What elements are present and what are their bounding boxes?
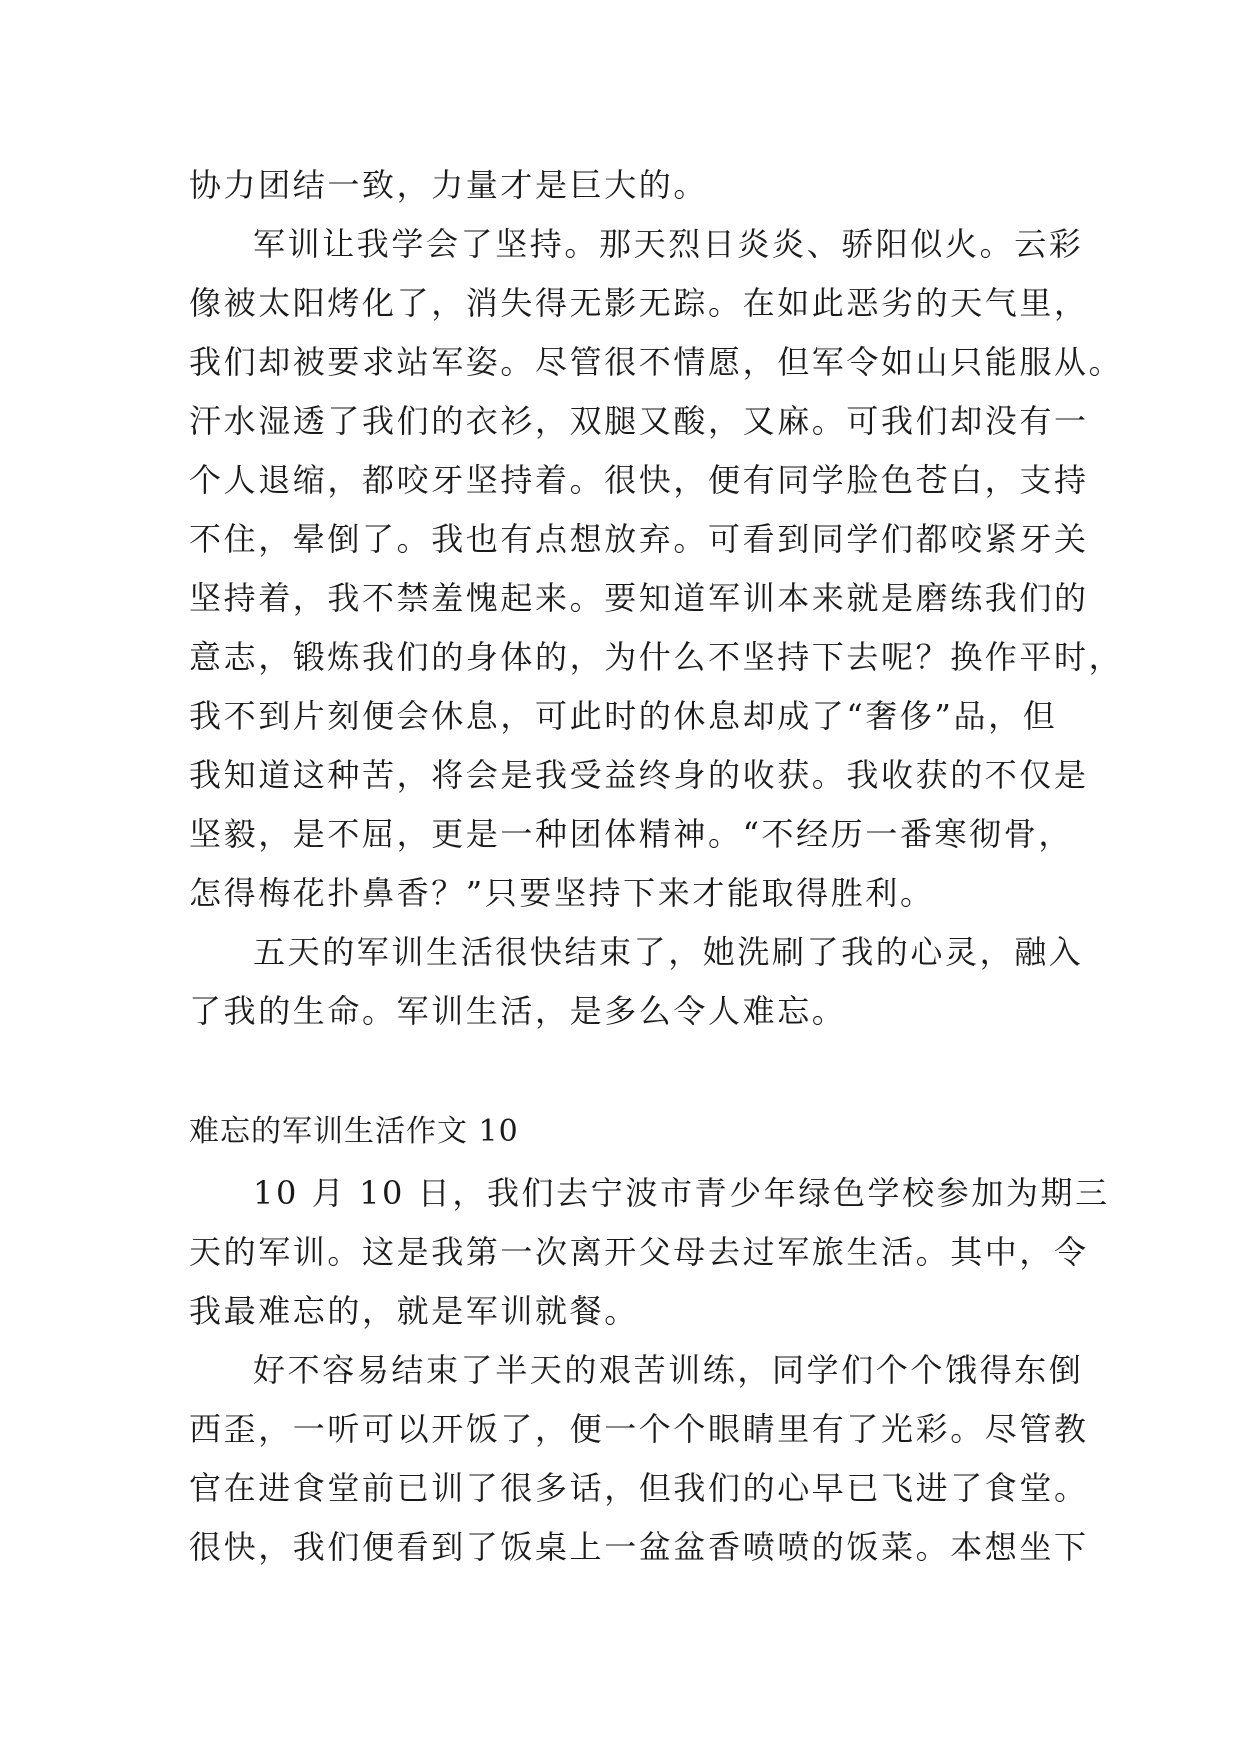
text-line: 好不容易结束了半天的艰苦训练，同学们个个饿得东倒 (253, 1351, 1084, 1389)
text-line: 了我的生命。军训生活，是多么令人难忘。 (189, 992, 847, 1030)
text-line: 协力团结一致，力量才是巨大的。 (189, 166, 709, 204)
paragraph-persistence (189, 215, 1124, 923)
text-line: 像被太阳烤化了，消失得无影无踪。在如此恶劣的天气里， (189, 284, 1089, 322)
section-spacer (189, 1041, 1089, 1100)
text-line: 我知道这种苦，将会是我受益终身的收获。我收获的不仅是 (189, 756, 1089, 794)
text-line: 不住，晕倒了。我也有点想放弃。可看到同学们都咬紧牙关 (189, 520, 1089, 558)
text-line: 个人退缩，都咬牙坚持着。很快，便有同学脸色苍白，支持 (189, 461, 1089, 499)
text-line: 我不到片刻便会休息，可此时的休息却成了“奢侈”品，但 (189, 697, 1058, 735)
text-line: 我最难忘的，就是军训就餐。 (189, 1292, 639, 1330)
document-body (189, 156, 1124, 1577)
paragraph-conclusion (189, 923, 1089, 1041)
text-line: 五天的军训生活很快结束了，她洗刷了我的心灵，融入 (253, 933, 1084, 971)
paragraph-intro (189, 1164, 1110, 1341)
text-line: 怎得梅花扑鼻香？”只要坚持下来才能取得胜利。 (189, 874, 935, 912)
text-line: 天的军训。这是我第一次离开父母去过军旅生活。其中，令 (189, 1233, 1089, 1271)
text-line: 坚毅，是不屈，更是一种团体精神。“不经历一番寒彻骨， (189, 815, 1073, 853)
text-line: 汗水湿透了我们的衣衫，双腿又酸，又麻。可我们却没有一 (189, 402, 1089, 440)
text-line: 坚持着，我不禁羞愧起来。要知道军训本来就是磨练我们的 (189, 579, 1089, 617)
paragraph-continuation (189, 156, 1089, 215)
text-line: 官在进食堂前已训了很多话，但我们的心早已飞进了食堂。 (189, 1469, 1089, 1507)
text-line: 我们却被要求站军姿。尽管很不情愿，但军令如山只能服从。 (189, 343, 1124, 381)
text-line: 西歪，一听可以开饭了，便一个个眼睛里有了光彩。尽管教 (189, 1410, 1089, 1448)
essay-title: 难忘的军训生活作文 10 (189, 1114, 519, 1149)
text-line: 10 月 10 日，我们去宁波市青少年绿色学校参加为期三 (253, 1174, 1110, 1212)
paragraph-meal (189, 1341, 1089, 1577)
text-line: 意志，锻炼我们的身体的，为什么不坚持下去呢？换作平时， (189, 638, 1124, 676)
text-line: 很快，我们便看到了饭桌上一盆盆香喷喷的饭菜。本想坐下 (189, 1528, 1089, 1566)
text-line: 军训让我学会了坚持。那天烈日炎炎、骄阳似火。云彩 (253, 225, 1084, 263)
